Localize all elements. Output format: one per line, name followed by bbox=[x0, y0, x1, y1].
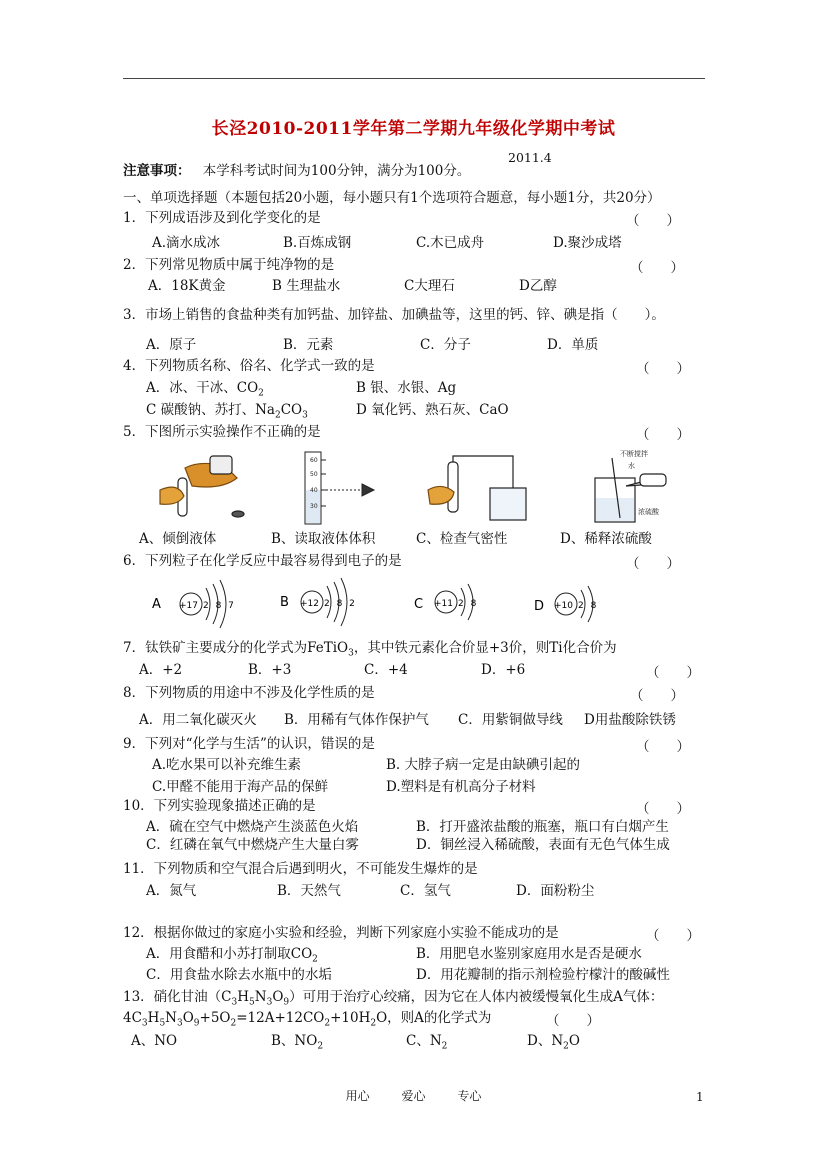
answer-paren: （ ） bbox=[646, 665, 700, 681]
answer-paren: （ ） bbox=[636, 801, 690, 817]
q7-option-b: B．+3 bbox=[248, 662, 292, 678]
q13-option-b: B、$NO_2$ bbox=[271, 1033, 324, 1052]
svg-text:D: D bbox=[534, 599, 545, 614]
figure-check-airtightness bbox=[428, 456, 526, 520]
q12-option-c: C．用食盐水除去水瓶中的水垢 bbox=[146, 967, 332, 983]
q7-option-c: C．+4 bbox=[364, 662, 408, 678]
q5-option-c: C、检查气密性 bbox=[416, 531, 508, 547]
q8-option-b: B．用稀有气体作保护气 bbox=[284, 712, 429, 728]
svg-text:+11: +11 bbox=[434, 599, 453, 609]
footer-item: 爱心 bbox=[401, 1089, 426, 1103]
q11-option-b: B．天然气 bbox=[277, 883, 341, 899]
footer-item: 专心 bbox=[457, 1089, 482, 1103]
svg-text:+10: +10 bbox=[554, 601, 573, 611]
q2-option-b: B 生理盐水 bbox=[272, 278, 341, 294]
svg-text:C: C bbox=[414, 597, 424, 612]
question-12-stem: 12．根据你做过的家庭小实验和经验，判断下列家庭小实验不能成功的是 bbox=[123, 925, 559, 941]
q5-option-d: D、稀释浓硫酸 bbox=[560, 531, 652, 547]
q12-option-d: D．用花瓣制的指示剂检验柠檬汁的酸碱性 bbox=[416, 967, 670, 983]
q13-equation: $4C_3H_5N_3O_9+5O_2=12A+12CO_2+10H_2O$，则A的化学式为 bbox=[123, 1010, 492, 1029]
exam-date: 2011.4 bbox=[508, 150, 552, 165]
q12-option-a: A．用食醋和小苏打制取$CO_2$ bbox=[146, 946, 318, 965]
q9-option-b: B. 大脖子病一定是由缺碘引起的 bbox=[386, 757, 581, 773]
q1-option-a: A.滴水成冰 bbox=[152, 235, 221, 251]
label-stir: 不断搅拌 bbox=[620, 450, 648, 458]
svg-text:2 8 7: 2 8 7 bbox=[203, 601, 236, 611]
q8-option-a: A．用二氧化碳灭火 bbox=[139, 712, 257, 728]
q1-option-c: C.木已成舟 bbox=[416, 235, 485, 251]
svg-text:2 8: 2 8 bbox=[578, 601, 599, 611]
q11-option-c: C．氢气 bbox=[400, 883, 451, 899]
question-3-stem: 3．市场上销售的食盐种类有加钙盐、加锌盐、加碘盐等，这里的钙、锌、碘是指（ ）。 bbox=[123, 307, 665, 323]
header-rule bbox=[123, 78, 705, 79]
notice-label: 注意事项： bbox=[123, 163, 191, 179]
q4-option-c: C 碳酸钠、苏打、$Na_2CO_3$ bbox=[146, 402, 308, 421]
q5-option-a: A、倾倒液体 bbox=[139, 531, 217, 547]
question-13-stem: 13．硝化甘油$(C_3H_5N_3O_9)$可用于治疗心绞痛，因为它在人体内被缓慢氧化生成A气体： bbox=[123, 989, 664, 1008]
q1-option-d: D.聚沙成塔 bbox=[553, 235, 622, 251]
question-4-stem: 4．下列物质名称、俗名、化学式一致的是 bbox=[123, 358, 375, 374]
q2-option-c: C大理石 bbox=[404, 278, 455, 294]
notice-line bbox=[123, 162, 470, 180]
answer-paren: （ ） bbox=[636, 427, 690, 443]
atom-diagram bbox=[280, 578, 357, 626]
q3-option-c: C．分子 bbox=[420, 337, 471, 353]
question-8-stem: 8．下列物质的用途中不涉及化学性质的是 bbox=[123, 685, 375, 701]
atom-diagram bbox=[414, 584, 478, 620]
answer-paren: （ ） bbox=[630, 260, 684, 276]
q13-option-c: C、$N_2$ bbox=[406, 1033, 448, 1052]
q10-option-c: C．红磷在氧气中燃烧产生大量白雾 bbox=[146, 837, 359, 853]
notice-text: 本学科考试时间为100分钟，满分为100分。 bbox=[202, 163, 471, 179]
figure-dilute-acid bbox=[595, 449, 666, 522]
question-10-stem: 10．下列实验现象描述正确的是 bbox=[123, 798, 316, 814]
answer-paren: （ ） bbox=[636, 361, 690, 377]
q7-option-d: D．+6 bbox=[481, 662, 526, 678]
q13-option-d: D、$N_2O$ bbox=[527, 1033, 580, 1052]
tick-label: 60 bbox=[310, 457, 318, 464]
question-6-stem: 6．下列粒子在化学反应中最容易得到电子的是 bbox=[123, 553, 402, 569]
q3-option-a: A．原子 bbox=[146, 337, 197, 353]
q13-option-a: A、NO bbox=[131, 1033, 178, 1049]
svg-text:+12: +12 bbox=[300, 599, 319, 609]
page-title: 长泾2010-2011学年第二学期九年级化学期中考试 bbox=[211, 119, 616, 139]
q9-option-d: D.塑料是有机高分子材料 bbox=[386, 779, 536, 795]
label-acid: 浓硫酸 bbox=[638, 508, 659, 516]
footer-item: 用心 bbox=[345, 1089, 370, 1103]
svg-text:A: A bbox=[152, 597, 161, 612]
question-2-stem: 2．下列常见物质中属于纯净物的是 bbox=[123, 257, 335, 273]
q9-option-a: A.吃水果可以补充维生素 bbox=[152, 757, 302, 773]
answer-paren: （ ） bbox=[636, 739, 690, 755]
svg-text:2 8: 2 8 bbox=[458, 599, 479, 609]
question-9-stem: 9．下列对“化学与生活”的认识，错误的是 bbox=[123, 736, 375, 752]
atom-diagram bbox=[152, 580, 236, 628]
q10-option-a: A．硫在空气中燃烧产生淡蓝色火焰 bbox=[146, 819, 359, 835]
section-heading: 一、单项选择题（本题包括20小题，每小题只有1个选项符合题意，每小题1分，共20分） bbox=[123, 190, 661, 206]
q2-option-d: D乙醇 bbox=[519, 278, 557, 294]
question-11-stem: 11．下列物质和空气混合后遇到明火，不可能发生爆炸的是 bbox=[123, 861, 478, 877]
q5-option-b: B、读取液体体积 bbox=[271, 531, 376, 547]
q10-option-b: B．打开盛浓盐酸的瓶塞，瓶口有白烟产生 bbox=[416, 819, 669, 835]
figure-reading-volume bbox=[305, 452, 374, 524]
answer-paren: （ ） bbox=[626, 213, 680, 229]
q3-option-b: B．元素 bbox=[283, 337, 334, 353]
tick-label: 30 bbox=[310, 503, 318, 510]
tick-label: 40 bbox=[310, 487, 318, 494]
q9-option-c: C.甲醛不能用于海产品的保鲜 bbox=[152, 779, 329, 795]
q1-option-b: B.百炼成钢 bbox=[283, 235, 352, 251]
q11-option-d: D．面粉粉尘 bbox=[516, 883, 595, 899]
q8-option-c: C．用紫铜做导线 bbox=[458, 712, 563, 728]
answer-paren: （ ） bbox=[626, 556, 680, 572]
question-1-stem: 1．下列成语涉及到化学变化的是 bbox=[123, 210, 321, 226]
question-5-stem: 5．下图所示实验操作不正确的是 bbox=[123, 424, 321, 440]
atom-structures bbox=[146, 570, 626, 632]
q8-option-d: D用盐酸除铁锈 bbox=[584, 712, 676, 728]
q10-option-d: D．铜丝浸入稀硫酸，表面有无色气体生成 bbox=[416, 837, 670, 853]
page-number: 1 bbox=[696, 1090, 704, 1104]
answer-paren: （ ） bbox=[630, 688, 684, 704]
q4-option-d: D 氧化钙、熟石灰、CaO bbox=[356, 402, 509, 418]
q11-option-a: A．氮气 bbox=[146, 883, 197, 899]
experiment-figures bbox=[150, 448, 680, 528]
svg-text:2 8 2: 2 8 2 bbox=[324, 599, 357, 609]
q3-option-d: D．单质 bbox=[547, 337, 599, 353]
label-water: 水 bbox=[628, 462, 635, 470]
atom-diagram bbox=[534, 586, 598, 622]
q7-option-a: A．+2 bbox=[139, 662, 183, 678]
svg-text:B: B bbox=[280, 595, 289, 610]
question-7-stem: 7．钛铁矿主要成分的化学式为FeTiO$_3$，其中铁元素化合价显+3价，则Ti化合价为 bbox=[123, 640, 617, 659]
svg-text:+17: +17 bbox=[179, 601, 198, 611]
q4-option-a: A．冰、干冰、$CO_2$ bbox=[146, 380, 264, 399]
answer-paren: （ ） bbox=[646, 928, 700, 944]
q4-option-b: B 银、水银、Ag bbox=[356, 380, 457, 396]
q12-option-b: B．用肥皂水鉴别家庭用水是否是硬水 bbox=[416, 946, 642, 962]
tick-label: 50 bbox=[310, 471, 318, 478]
answer-paren: （ ） bbox=[546, 1013, 600, 1029]
q2-option-a: A．18K黄金 bbox=[148, 278, 226, 294]
figure-pouring-liquid bbox=[160, 456, 244, 517]
